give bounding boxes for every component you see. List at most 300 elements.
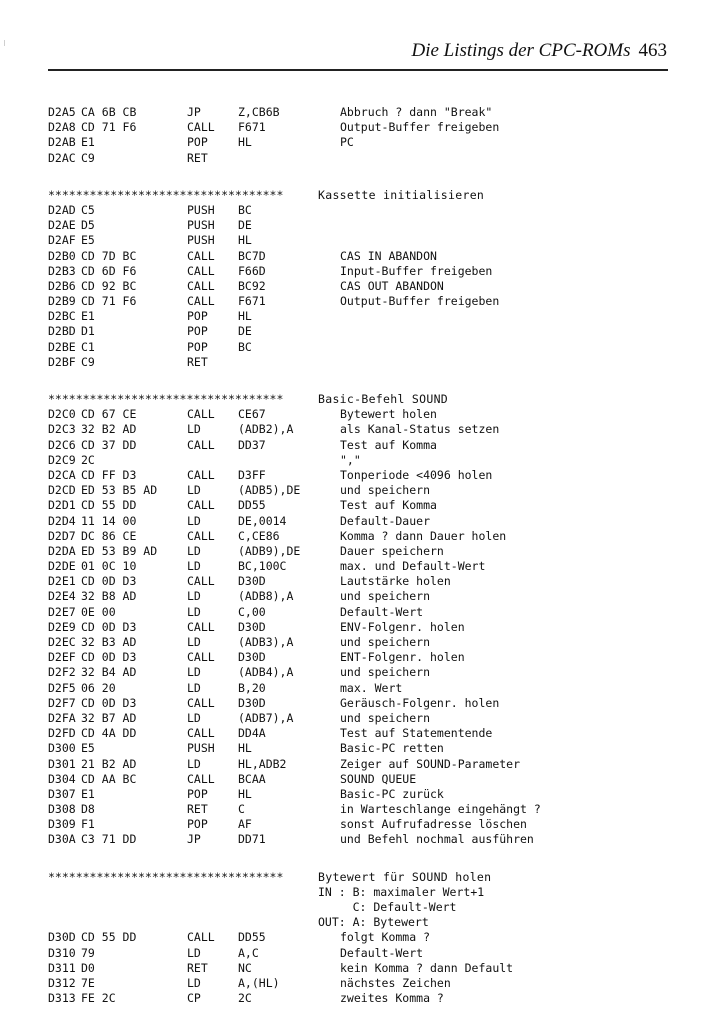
- mnemonic: CALL: [187, 726, 215, 741]
- opcode-bytes: CD FF D3: [81, 467, 137, 482]
- comment: und speichern: [340, 589, 431, 604]
- opcode-bytes: E5: [81, 741, 95, 756]
- operand: D30D: [238, 650, 266, 665]
- address: D2EC: [48, 635, 76, 649]
- address: D2C6: [48, 437, 76, 452]
- comment: Test auf Statementende: [340, 726, 493, 741]
- operand: F66D: [238, 263, 266, 278]
- code-line: [48, 249, 688, 264]
- section-note: [48, 900, 688, 915]
- comment: CAS OUT ABANDON: [340, 278, 444, 293]
- code-line: [48, 787, 688, 802]
- spacer: [48, 370, 688, 392]
- opcode-bytes: ED 53 B9 AD: [81, 543, 158, 558]
- opcode-bytes: E1: [81, 135, 95, 150]
- opcode-bytes: CA 6B CB: [81, 105, 137, 119]
- opcode-bytes: E1: [81, 786, 95, 801]
- mnemonic: POP: [187, 786, 208, 801]
- mnemonic: LD: [187, 589, 201, 604]
- code-line: [48, 559, 688, 574]
- mnemonic: LD: [187, 710, 201, 725]
- comment: folgt Komma ?: [340, 930, 431, 945]
- opcode-bytes: C1: [81, 339, 95, 354]
- opcode-bytes: 06 20: [81, 680, 116, 695]
- mnemonic: LD: [187, 543, 201, 558]
- code-line: [48, 711, 688, 726]
- operand: HL: [238, 135, 252, 150]
- code-line: [48, 483, 688, 498]
- opcode-bytes: 0E 00: [81, 604, 116, 619]
- address: D2FD: [48, 726, 76, 741]
- opcode-bytes: 32 B8 AD: [81, 589, 137, 604]
- address: D2E4: [48, 589, 76, 604]
- mnemonic: RET: [187, 802, 208, 817]
- mnemonic: POP: [187, 817, 208, 832]
- address: D2AC: [48, 150, 76, 165]
- operand: DD4A: [238, 726, 266, 741]
- comment: kein Komma ? dann Default: [340, 960, 514, 975]
- comment: CAS IN ABANDON: [340, 248, 437, 263]
- code-line: [48, 264, 688, 279]
- address: D2FA: [48, 710, 76, 725]
- operand: (ADB5),DE: [238, 483, 301, 498]
- code-line: [48, 529, 688, 544]
- section-note: [48, 885, 688, 900]
- address: D2BD: [48, 324, 76, 339]
- address: D2BC: [48, 309, 76, 324]
- comment: Lautstärke holen: [340, 574, 451, 589]
- mnemonic: CALL: [187, 695, 215, 710]
- mnemonic: PUSH: [187, 202, 215, 217]
- address: D2DE: [48, 559, 76, 574]
- mnemonic: PUSH: [187, 741, 215, 756]
- comment: max. und Default-Wert: [340, 559, 486, 574]
- code-line: [48, 635, 688, 650]
- comment: Tonperiode <4096 holen: [340, 467, 493, 482]
- code-line: [48, 696, 688, 711]
- opcode-bytes: F1: [81, 817, 95, 832]
- code-line: [48, 294, 688, 309]
- comment: zweites Komma ?: [340, 991, 444, 1006]
- margin-mark: [4, 40, 5, 46]
- operand: (ADB2),A: [238, 422, 294, 437]
- opcode-bytes: CD 55 DD: [81, 498, 137, 513]
- opcode-bytes: CD 0D D3: [81, 574, 137, 589]
- code-line: [48, 991, 688, 1006]
- address: D2AB: [48, 135, 76, 150]
- address: D2D1: [48, 498, 76, 513]
- mnemonic: CALL: [187, 437, 215, 452]
- spacer: [48, 166, 688, 188]
- mnemonic: CALL: [187, 930, 215, 945]
- address: D304: [48, 771, 76, 786]
- comment: Abbruch ? dann "Break": [340, 105, 493, 119]
- code-line: [48, 340, 688, 355]
- comment: Test auf Komma: [340, 498, 437, 513]
- section-note-text: C: Default-Wert: [318, 900, 457, 914]
- code-line: [48, 589, 688, 604]
- code-line: [48, 355, 688, 370]
- mnemonic: POP: [187, 324, 208, 339]
- address: D30D: [48, 930, 76, 945]
- opcode-bytes: 7E: [81, 975, 95, 990]
- address: D2BF: [48, 354, 76, 369]
- code-line: [48, 930, 688, 945]
- address: D2D7: [48, 528, 76, 543]
- mnemonic: CP: [187, 991, 201, 1006]
- section-header: [48, 392, 688, 407]
- operand: A,(HL): [238, 975, 280, 990]
- comment: und speichern: [340, 483, 431, 498]
- comment: Basic-PC zurück: [340, 786, 444, 801]
- mnemonic: CALL: [187, 294, 215, 309]
- comment: Output-Buffer freigeben: [340, 294, 500, 309]
- mnemonic: CALL: [187, 407, 215, 422]
- code-line: [48, 279, 688, 294]
- mnemonic: CALL: [187, 771, 215, 786]
- address: D2C9: [48, 452, 76, 467]
- mnemonic: CALL: [187, 248, 215, 263]
- mnemonic: LD: [187, 945, 201, 960]
- operand: CE67: [238, 407, 266, 422]
- address: D2E9: [48, 619, 76, 634]
- address: D2CD: [48, 483, 76, 498]
- code-line: [48, 620, 688, 635]
- mnemonic: LD: [187, 513, 201, 528]
- code-line: [48, 772, 688, 787]
- opcode-bytes: ED 53 B5 AD: [81, 483, 158, 498]
- code-line: [48, 105, 688, 120]
- address: D2AD: [48, 202, 76, 217]
- code-line: [48, 422, 688, 437]
- code-line: [48, 324, 688, 339]
- address: D2C3: [48, 422, 76, 437]
- page-header: [48, 40, 667, 66]
- mnemonic: RET: [187, 150, 208, 165]
- operand: BC,100C: [238, 559, 287, 574]
- operand: BC: [238, 202, 252, 217]
- comment: Default-Wert: [340, 945, 424, 960]
- address: D2AF: [48, 233, 76, 248]
- opcode-bytes: 32 B3 AD: [81, 635, 137, 649]
- operand: BC7D: [238, 248, 266, 263]
- address: D311: [48, 960, 76, 975]
- mnemonic: CALL: [187, 650, 215, 665]
- operand: DD55: [238, 930, 266, 945]
- comment: Input-Buffer freigeben: [340, 263, 493, 278]
- opcode-bytes: 01 0C 10: [81, 559, 137, 574]
- operand: (ADB3),A: [238, 635, 294, 649]
- operand: DE: [238, 218, 252, 233]
- comment: und speichern: [340, 710, 431, 725]
- comment: in Warteschlange eingehängt ?: [340, 802, 541, 817]
- code-line: [48, 605, 688, 620]
- code-line: [48, 453, 688, 468]
- operand: B,20: [238, 680, 266, 695]
- address: D301: [48, 756, 76, 771]
- code-line: [48, 544, 688, 559]
- comment: Default-Dauer: [340, 513, 431, 528]
- code-line: [48, 681, 688, 696]
- operand: D3FF: [238, 467, 266, 482]
- code-line: [48, 741, 688, 756]
- operand: D30D: [238, 619, 266, 634]
- address: D2BE: [48, 339, 76, 354]
- opcode-bytes: CD 7D BC: [81, 248, 137, 263]
- address: D2C0: [48, 407, 76, 422]
- operand: F671: [238, 294, 266, 309]
- address: D2B0: [48, 248, 76, 263]
- code-line: [48, 438, 688, 453]
- mnemonic: CALL: [187, 278, 215, 293]
- comment: sonst Aufrufadresse löschen: [340, 817, 527, 832]
- operand: DE,0014: [238, 513, 287, 528]
- section-title: Basic-Befehl SOUND: [318, 392, 449, 406]
- comment: ",": [340, 452, 361, 467]
- code-line: [48, 726, 688, 741]
- operand: DD55: [238, 498, 266, 513]
- comment: PC: [340, 135, 354, 150]
- comment: Komma ? dann Dauer holen: [340, 528, 507, 543]
- opcode-bytes: 32 B4 AD: [81, 665, 137, 680]
- opcode-bytes: 21 B2 AD: [81, 756, 137, 771]
- address: D313: [48, 991, 76, 1006]
- section-note-text: IN : B: maximaler Wert+1: [318, 884, 485, 899]
- comment: Default-Wert: [340, 604, 424, 619]
- comment: Test auf Komma: [340, 437, 437, 452]
- address: D300: [48, 741, 76, 756]
- separator-stars: **********************************: [48, 869, 284, 884]
- opcode-bytes: E5: [81, 233, 95, 248]
- opcode-bytes: D8: [81, 802, 95, 817]
- comment: Output-Buffer freigeben: [340, 120, 500, 135]
- code-line: [48, 757, 688, 772]
- opcode-bytes: CD 67 CE: [81, 407, 137, 422]
- opcode-bytes: FE 2C: [81, 991, 116, 1006]
- comment: SOUND QUEUE: [340, 771, 417, 786]
- code-line: [48, 976, 688, 991]
- opcode-bytes: 32 B7 AD: [81, 710, 137, 725]
- mnemonic: JP: [187, 105, 201, 119]
- section-note: [48, 915, 688, 930]
- comment: Dauer speichern: [340, 543, 444, 558]
- assembler-listing: [48, 105, 688, 1006]
- operand: C,CE86: [238, 528, 280, 543]
- opcode-bytes: CD 92 BC: [81, 278, 137, 293]
- mnemonic: LD: [187, 756, 201, 771]
- code-line: [48, 498, 688, 513]
- operand: HL: [238, 741, 252, 756]
- comment: Zeiger auf SOUND-Parameter: [340, 756, 521, 771]
- opcode-bytes: CD 71 F6: [81, 294, 137, 309]
- mnemonic: RET: [187, 354, 208, 369]
- mnemonic: CALL: [187, 574, 215, 589]
- opcode-bytes: CD 71 F6: [81, 120, 137, 135]
- separator-stars: **********************************: [48, 392, 284, 406]
- mnemonic: LD: [187, 422, 201, 437]
- mnemonic: CALL: [187, 120, 215, 135]
- code-line: [48, 135, 688, 150]
- comment: und speichern: [340, 665, 431, 680]
- address: D310: [48, 945, 76, 960]
- comment: Bytewert holen: [340, 407, 437, 422]
- code-line: [48, 407, 688, 422]
- operand: C: [238, 802, 245, 817]
- mnemonic: LD: [187, 680, 201, 695]
- operand: HL: [238, 233, 252, 248]
- opcode-bytes: C9: [81, 354, 95, 369]
- address: D2F7: [48, 695, 76, 710]
- address: D2DA: [48, 543, 76, 558]
- operand: (ADB9),DE: [238, 543, 301, 558]
- operand: NC: [238, 960, 252, 975]
- address: D2D4: [48, 513, 76, 528]
- opcode-bytes: CD 37 DD: [81, 437, 137, 452]
- address: D2E7: [48, 604, 76, 619]
- comment: als Kanal-Status setzen: [340, 422, 500, 437]
- address: D2F2: [48, 665, 76, 680]
- operand: BC: [238, 339, 252, 354]
- comment: ENT-Folgenr. holen: [340, 650, 465, 665]
- opcode-bytes: 32 B2 AD: [81, 422, 137, 437]
- operand: HL,ADB2: [238, 756, 287, 771]
- section-header: [48, 870, 688, 885]
- operand: 2C: [238, 991, 252, 1006]
- operand: D30D: [238, 574, 266, 589]
- address: D2A8: [48, 120, 76, 135]
- operand: BCAA: [238, 771, 266, 786]
- section-note-text: OUT: A: Bytewert: [318, 915, 429, 930]
- mnemonic: LD: [187, 975, 201, 990]
- operand: DD71: [238, 832, 266, 847]
- address: D2AE: [48, 218, 76, 233]
- opcode-bytes: 2C: [81, 452, 95, 467]
- mnemonic: PUSH: [187, 218, 215, 233]
- code-line: [48, 218, 688, 233]
- opcode-bytes: E1: [81, 309, 95, 324]
- address: D2CA: [48, 467, 76, 482]
- mnemonic: PUSH: [187, 233, 215, 248]
- operand: DE: [238, 324, 252, 339]
- opcode-bytes: 79: [81, 945, 95, 960]
- code-line: [48, 832, 688, 847]
- operand: (ADB4),A: [238, 665, 294, 680]
- comment: und Befehl nochmal ausführen: [340, 832, 534, 847]
- mnemonic: JP: [187, 832, 201, 847]
- address: D2E1: [48, 574, 76, 589]
- address: D308: [48, 802, 76, 817]
- opcode-bytes: CD 0D D3: [81, 619, 137, 634]
- opcode-bytes: C3 71 DD: [81, 832, 137, 847]
- code-line: [48, 233, 688, 248]
- opcode-bytes: CD 55 DD: [81, 930, 137, 945]
- comment: ENV-Folgenr. holen: [340, 619, 465, 634]
- address: D312: [48, 975, 76, 990]
- operand: DD37: [238, 437, 266, 452]
- opcode-bytes: C9: [81, 150, 95, 165]
- opcode-bytes: DC 86 CE: [81, 528, 137, 543]
- operand: AF: [238, 817, 252, 832]
- opcode-bytes: CD 0D D3: [81, 695, 137, 710]
- code-line: [48, 574, 688, 589]
- mnemonic: CALL: [187, 619, 215, 634]
- comment: Basic-PC retten: [340, 741, 444, 756]
- code-line: [48, 665, 688, 680]
- address: D2B9: [48, 294, 76, 309]
- operand: C,00: [238, 604, 266, 619]
- section-title: Kassette initialisieren: [318, 187, 485, 202]
- address: D2A5: [48, 105, 76, 119]
- code-line: [48, 468, 688, 483]
- opcode-bytes: D5: [81, 218, 95, 233]
- mnemonic: RET: [187, 960, 208, 975]
- address: D309: [48, 817, 76, 832]
- opcode-bytes: D1: [81, 324, 95, 339]
- code-line: [48, 203, 688, 218]
- address: D2B3: [48, 263, 76, 278]
- operand: HL: [238, 786, 252, 801]
- code-line: [48, 650, 688, 665]
- mnemonic: LD: [187, 483, 201, 498]
- section-header: [48, 188, 688, 203]
- comment: und speichern: [340, 635, 431, 649]
- opcode-bytes: CD 4A DD: [81, 726, 137, 741]
- operand: F671: [238, 120, 266, 135]
- address: D2EF: [48, 650, 76, 665]
- mnemonic: POP: [187, 339, 208, 354]
- operand: D30D: [238, 695, 266, 710]
- operand: HL: [238, 309, 252, 324]
- code-line: [48, 946, 688, 961]
- mnemonic: POP: [187, 309, 208, 324]
- mnemonic: CALL: [187, 528, 215, 543]
- opcode-bytes: CD 6D F6: [81, 263, 137, 278]
- operand: BC92: [238, 278, 266, 293]
- mnemonic: LD: [187, 635, 201, 649]
- address: D2B6: [48, 278, 76, 293]
- opcode-bytes: CD 0D D3: [81, 650, 137, 665]
- mnemonic: CALL: [187, 498, 215, 513]
- operand: (ADB8),A: [238, 589, 294, 604]
- code-line: [48, 802, 688, 817]
- section-title: Bytewert für SOUND holen: [318, 869, 492, 884]
- code-line: [48, 961, 688, 976]
- code-line: [48, 514, 688, 529]
- comment: Geräusch-Folgenr. holen: [340, 695, 500, 710]
- separator-stars: **********************************: [48, 187, 284, 202]
- mnemonic: LD: [187, 665, 201, 680]
- comment: max. Wert: [340, 680, 403, 695]
- spacer: [48, 848, 688, 870]
- operand: Z,CB6B: [238, 105, 280, 119]
- opcode-bytes: CD AA BC: [81, 771, 137, 786]
- code-line: [48, 151, 688, 166]
- mnemonic: POP: [187, 135, 208, 150]
- comment: nächstes Zeichen: [340, 975, 451, 990]
- opcode-bytes: D0: [81, 960, 95, 975]
- operand: (ADB7),A: [238, 710, 294, 725]
- address: D307: [48, 786, 76, 801]
- mnemonic: CALL: [187, 263, 215, 278]
- opcode-bytes: 11 14 00: [81, 513, 137, 528]
- address: D2F5: [48, 680, 76, 695]
- header-title: Die Listings der CPC-ROMs: [411, 40, 631, 61]
- code-line: [48, 309, 688, 324]
- operand: A,C: [238, 945, 259, 960]
- opcode-bytes: C5: [81, 202, 95, 217]
- mnemonic: LD: [187, 559, 201, 574]
- address: D30A: [48, 832, 76, 847]
